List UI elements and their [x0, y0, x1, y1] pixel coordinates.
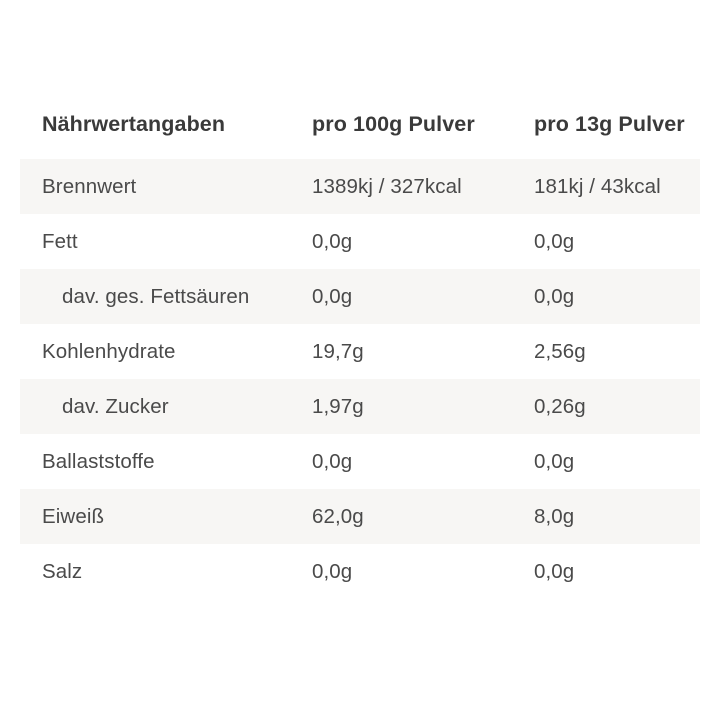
table-row [20, 269, 700, 324]
row-value-per-13g: 0,26g [520, 379, 700, 434]
header-row [20, 112, 700, 159]
row-label: Ballaststoffe [20, 434, 298, 489]
row-label: dav. Zucker [20, 379, 298, 434]
row-value-per-100g: 62,0g [298, 489, 520, 544]
row-value-per-13g: 2,56g [520, 324, 700, 379]
table-body [20, 159, 700, 599]
row-value-per-13g: 0,0g [520, 269, 700, 324]
table-row [20, 544, 700, 599]
row-label: Brennwert [20, 159, 298, 214]
table-row [20, 214, 700, 269]
column-header-per-13g: pro 13g Pulver [534, 112, 685, 136]
table-row [20, 324, 700, 379]
nutrition-table [20, 112, 700, 599]
row-label: Eiweiß [20, 489, 298, 544]
column-header-per-100g: pro 100g Pulver [312, 112, 475, 136]
row-value-per-100g: 0,0g [298, 544, 520, 599]
row-value-per-13g: 0,0g [520, 544, 700, 599]
row-value-per-13g: 0,0g [520, 214, 700, 269]
row-value-per-13g: 181kj / 43kcal [520, 159, 700, 214]
row-label: Kohlenhydrate [20, 324, 298, 379]
table-row [20, 159, 700, 214]
row-label: dav. ges. Fettsäuren [20, 269, 298, 324]
row-label: Fett [20, 214, 298, 269]
row-value-per-13g: 0,0g [520, 434, 700, 489]
row-value-per-100g: 0,0g [298, 434, 520, 489]
row-value-per-100g: 19,7g [298, 324, 520, 379]
row-value-per-100g: 1,97g [298, 379, 520, 434]
table-header [20, 112, 700, 159]
row-value-per-100g: 1389kj / 327kcal [298, 159, 520, 214]
table-row [20, 434, 700, 489]
row-value-per-100g: 0,0g [298, 269, 520, 324]
table-row [20, 379, 700, 434]
row-value-per-13g: 8,0g [520, 489, 700, 544]
row-value-per-100g: 0,0g [298, 214, 520, 269]
row-label: Salz [20, 544, 298, 599]
table-row [20, 489, 700, 544]
column-header-label: Nährwertangaben [42, 112, 226, 136]
